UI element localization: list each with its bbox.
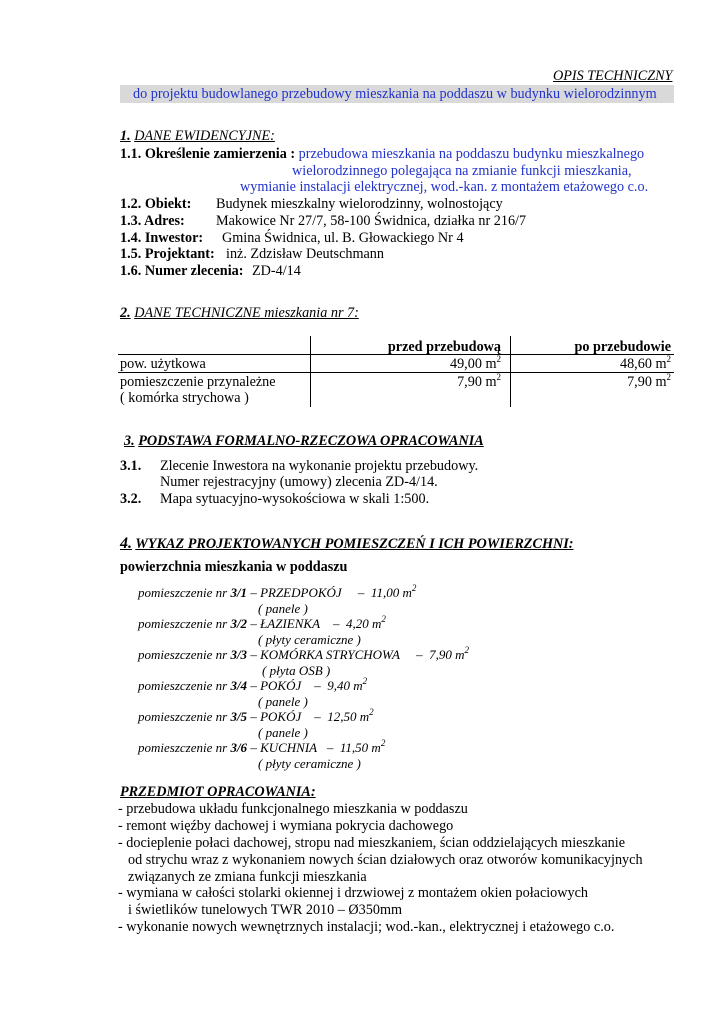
scope-line: - remont więźby dachowej i wymiana pokrycia dachowego: [118, 818, 454, 834]
section3-number: 3.: [124, 433, 135, 449]
section3-heading: [124, 433, 484, 450]
s12-label: 1.2. Obiekt:: [120, 196, 192, 212]
room-finish: ( panele ): [258, 725, 308, 740]
scope-line: - wymiana w całości stolarki okiennej i drzwiowej z montażem okien połaciowych: [118, 885, 589, 901]
section3-title: PODSTAWA FORMALNO-RZECZOWA OPRACOWANIA: [138, 433, 484, 449]
section1-number: 1.: [120, 128, 131, 144]
room-number: 3/5: [230, 709, 248, 724]
s13-label: 1.3. Adres:: [120, 213, 185, 229]
row1-after-value: 48,60: [619, 356, 652, 372]
room-item: pomieszczenie nr 3/6 – KUCHNIA – 11,50 $m^2$: [138, 738, 386, 755]
s11-line1: przebudowa mieszkania na poddaszu budynku mieszkalnego: [298, 146, 645, 162]
row1-before: [311, 356, 501, 373]
scope-line: związanych ze zmiana funkcji mieszkania: [128, 869, 367, 885]
row2-before-value: 7,90: [457, 374, 482, 390]
row2-before-exp: 2: [496, 372, 501, 382]
scope-line: od strychu wraz z wykonaniem nowych ścian działowych oraz otworów komunikacyjnych: [128, 852, 643, 868]
room-unit: m: [402, 585, 412, 600]
room-finish: ( panele ): [258, 694, 308, 709]
s15-label: 1.5. Projektant:: [120, 246, 215, 262]
s11-line3: wymianie instalacji elektrycznej, wod.-kan. z montażem etażowego c.o.: [240, 179, 649, 195]
scope-line: - docieplenie połaci dachowej, stropu nad mieszkaniem, ścian oddzielających mieszkanie: [118, 835, 626, 851]
s13-value: Makowice Nr 27/7, 58-100 Świdnica, działka nr 216/7: [216, 213, 527, 229]
s31-line1: Zlecenie Inwestora na wykonanie projektu przebudowy.: [160, 458, 479, 474]
room-unit: m: [359, 709, 370, 724]
room-item: pomieszczenie nr 3/4 – POKÓJ – 9,40 $m^2$: [138, 676, 368, 693]
s15-value: inż. Zdzisław Deutschmann: [226, 246, 384, 262]
section2-title: DANE TECHNICZNE mieszkania nr 7:: [134, 305, 359, 321]
s11-label: 1.1. Określenie zamierzenia :: [120, 146, 296, 162]
room-prefix: pomieszczenie nr: [138, 616, 228, 631]
room-prefix: pomieszczenie nr: [138, 709, 228, 724]
row2-after-value: 7,90: [627, 374, 652, 390]
room-unit-exp: 2: [411, 583, 417, 593]
room-name: POKÓJ: [260, 678, 302, 693]
row1-before-exp: 2: [496, 354, 501, 364]
document-title: OPIS TECHNICZNY: [553, 68, 673, 84]
room-item: pomieszczenie nr 3/1 – PRZEDPOKÓJ – 11,00 $m^2$: [138, 583, 417, 600]
room-name: ŁAZIENKA: [260, 616, 321, 631]
section4-heading: [120, 535, 573, 553]
room-prefix: pomieszczenie nr: [138, 678, 228, 693]
row1-before-value: 49,00: [449, 356, 482, 372]
scope-line: - przebudowa układu funkcjonalnego mieszkania w poddaszu: [118, 801, 468, 817]
room-finish: ( płyty ceramiczne ): [258, 756, 361, 771]
room-finish: ( panele ): [258, 601, 308, 616]
room-number: 3/2: [230, 616, 248, 631]
room-item: pomieszczenie nr 3/5 – POKÓJ – 12,50 $m^2$: [138, 707, 374, 724]
document-subtitle: do projektu budowlanego przebudowy mieszkania na poddaszu w budynku wielorodzinnym: [133, 86, 657, 102]
room-unit: m: [455, 647, 465, 662]
room-name: POKÓJ: [260, 709, 302, 724]
s16-label: 1.6. Numer zlecenia:: [120, 263, 244, 279]
room-item: pomieszczenie nr 3/2 – ŁAZIENKA – 4,20 $m^2$: [138, 614, 386, 631]
s16-value: ZD-4/14: [252, 263, 301, 279]
scope-line: i świetlików tunelowych TWR 2010 – Ø350mm: [128, 902, 403, 918]
s32-line1: Mapa sytuacyjno-wysokościowa w skali 1:500.: [160, 491, 430, 507]
room-number: 3/1: [230, 585, 248, 600]
section1-title: DANE EWIDENCYJNE:: [134, 128, 275, 144]
room-area: 4,20: [346, 616, 369, 631]
table-row-rule: [118, 372, 674, 373]
room-name: KOMÓRKA STRYCHOWA: [260, 647, 400, 662]
room-prefix: pomieszczenie nr: [138, 740, 228, 755]
room-number: 3/4: [230, 678, 248, 693]
row1-after: [511, 356, 671, 373]
room-finish: ( płyty ceramiczne ): [258, 632, 361, 647]
s12-value: Budynek mieszkalny wielorodzinny, wolnostojący: [216, 196, 503, 212]
room-unit-exp: 2: [380, 738, 386, 748]
col-after-header: po przebudowie: [574, 339, 671, 355]
room-area: 12,50: [327, 709, 357, 724]
room-name: KUCHNIA: [260, 740, 318, 755]
s31-number: 3.1.: [120, 458, 142, 474]
row2-label: pomieszczenie przynależne: [120, 374, 276, 390]
room-unit-exp: 2: [381, 614, 386, 624]
s32-number: 3.2.: [120, 491, 142, 507]
section4-subheading: powierzchnia mieszkania w poddaszu: [120, 559, 348, 575]
s31-line2: Numer rejestracyjny (umowy) zlecenia ZD-4/14.: [160, 474, 438, 490]
row1-label: pow. użytkowa: [120, 356, 206, 372]
room-name: PRZEDPOKÓJ: [260, 585, 342, 600]
section1-1-row: [120, 146, 644, 163]
row1-before-unit: m: [485, 356, 497, 372]
section4-number: 4.: [120, 535, 132, 552]
row2-after: [511, 374, 671, 391]
room-unit: m: [371, 740, 381, 755]
section1-heading: [120, 128, 275, 145]
col-before-header: przed przebudową: [387, 339, 501, 355]
row1-after-exp: 2: [666, 354, 671, 364]
room-area: 7,90: [429, 647, 452, 662]
scope-line: - wykonanie nowych wewnętrznych instalacji; wod.-kan., elektrycznej i etażowego c.o.: [118, 919, 615, 935]
row2-after-exp: 2: [666, 372, 671, 382]
room-unit-exp: 2: [362, 676, 368, 686]
row1-after-unit: m: [655, 356, 667, 372]
room-unit-exp: 2: [369, 707, 374, 717]
room-prefix: pomieszczenie nr: [138, 647, 228, 662]
row2-after-unit: m: [655, 374, 667, 390]
s11-line2: wielorodzinnego polegająca na zmianie funkcji mieszkania,: [292, 163, 632, 179]
row2-label2: ( komórka strychowa ): [120, 390, 249, 406]
room-finish: ( płyta OSB ): [262, 663, 331, 678]
row2-before-unit: m: [485, 374, 497, 390]
room-number: 3/6: [230, 740, 248, 755]
room-unit-exp: 2: [464, 645, 470, 655]
s14-value: Gmina Świdnica, ul. B. Głowackiego Nr 4: [222, 230, 464, 246]
section4-title: WYKAZ PROJEKTOWANYCH POMIESZCZEŃ I ICH POWIERZCHNI:: [135, 536, 574, 552]
room-unit: m: [353, 678, 363, 693]
room-prefix: pomieszczenie nr: [138, 585, 228, 600]
room-unit: m: [372, 616, 382, 631]
room-number: 3/3: [230, 647, 248, 662]
section2-heading: [120, 305, 359, 322]
room-area: 11,00: [370, 585, 400, 600]
room-item: pomieszczenie nr 3/3 – KOMÓRKA STRYCHOWA – 7,90 $m^2$: [138, 645, 470, 662]
s14-label: 1.4. Inwestor:: [120, 230, 204, 246]
scope-heading: PRZEDMIOT OPRACOWANIA:: [120, 784, 316, 800]
row2-before: [311, 374, 501, 391]
section2-number: 2.: [120, 305, 131, 321]
room-area: 11,50: [339, 740, 369, 755]
room-area: 9,40: [327, 678, 350, 693]
